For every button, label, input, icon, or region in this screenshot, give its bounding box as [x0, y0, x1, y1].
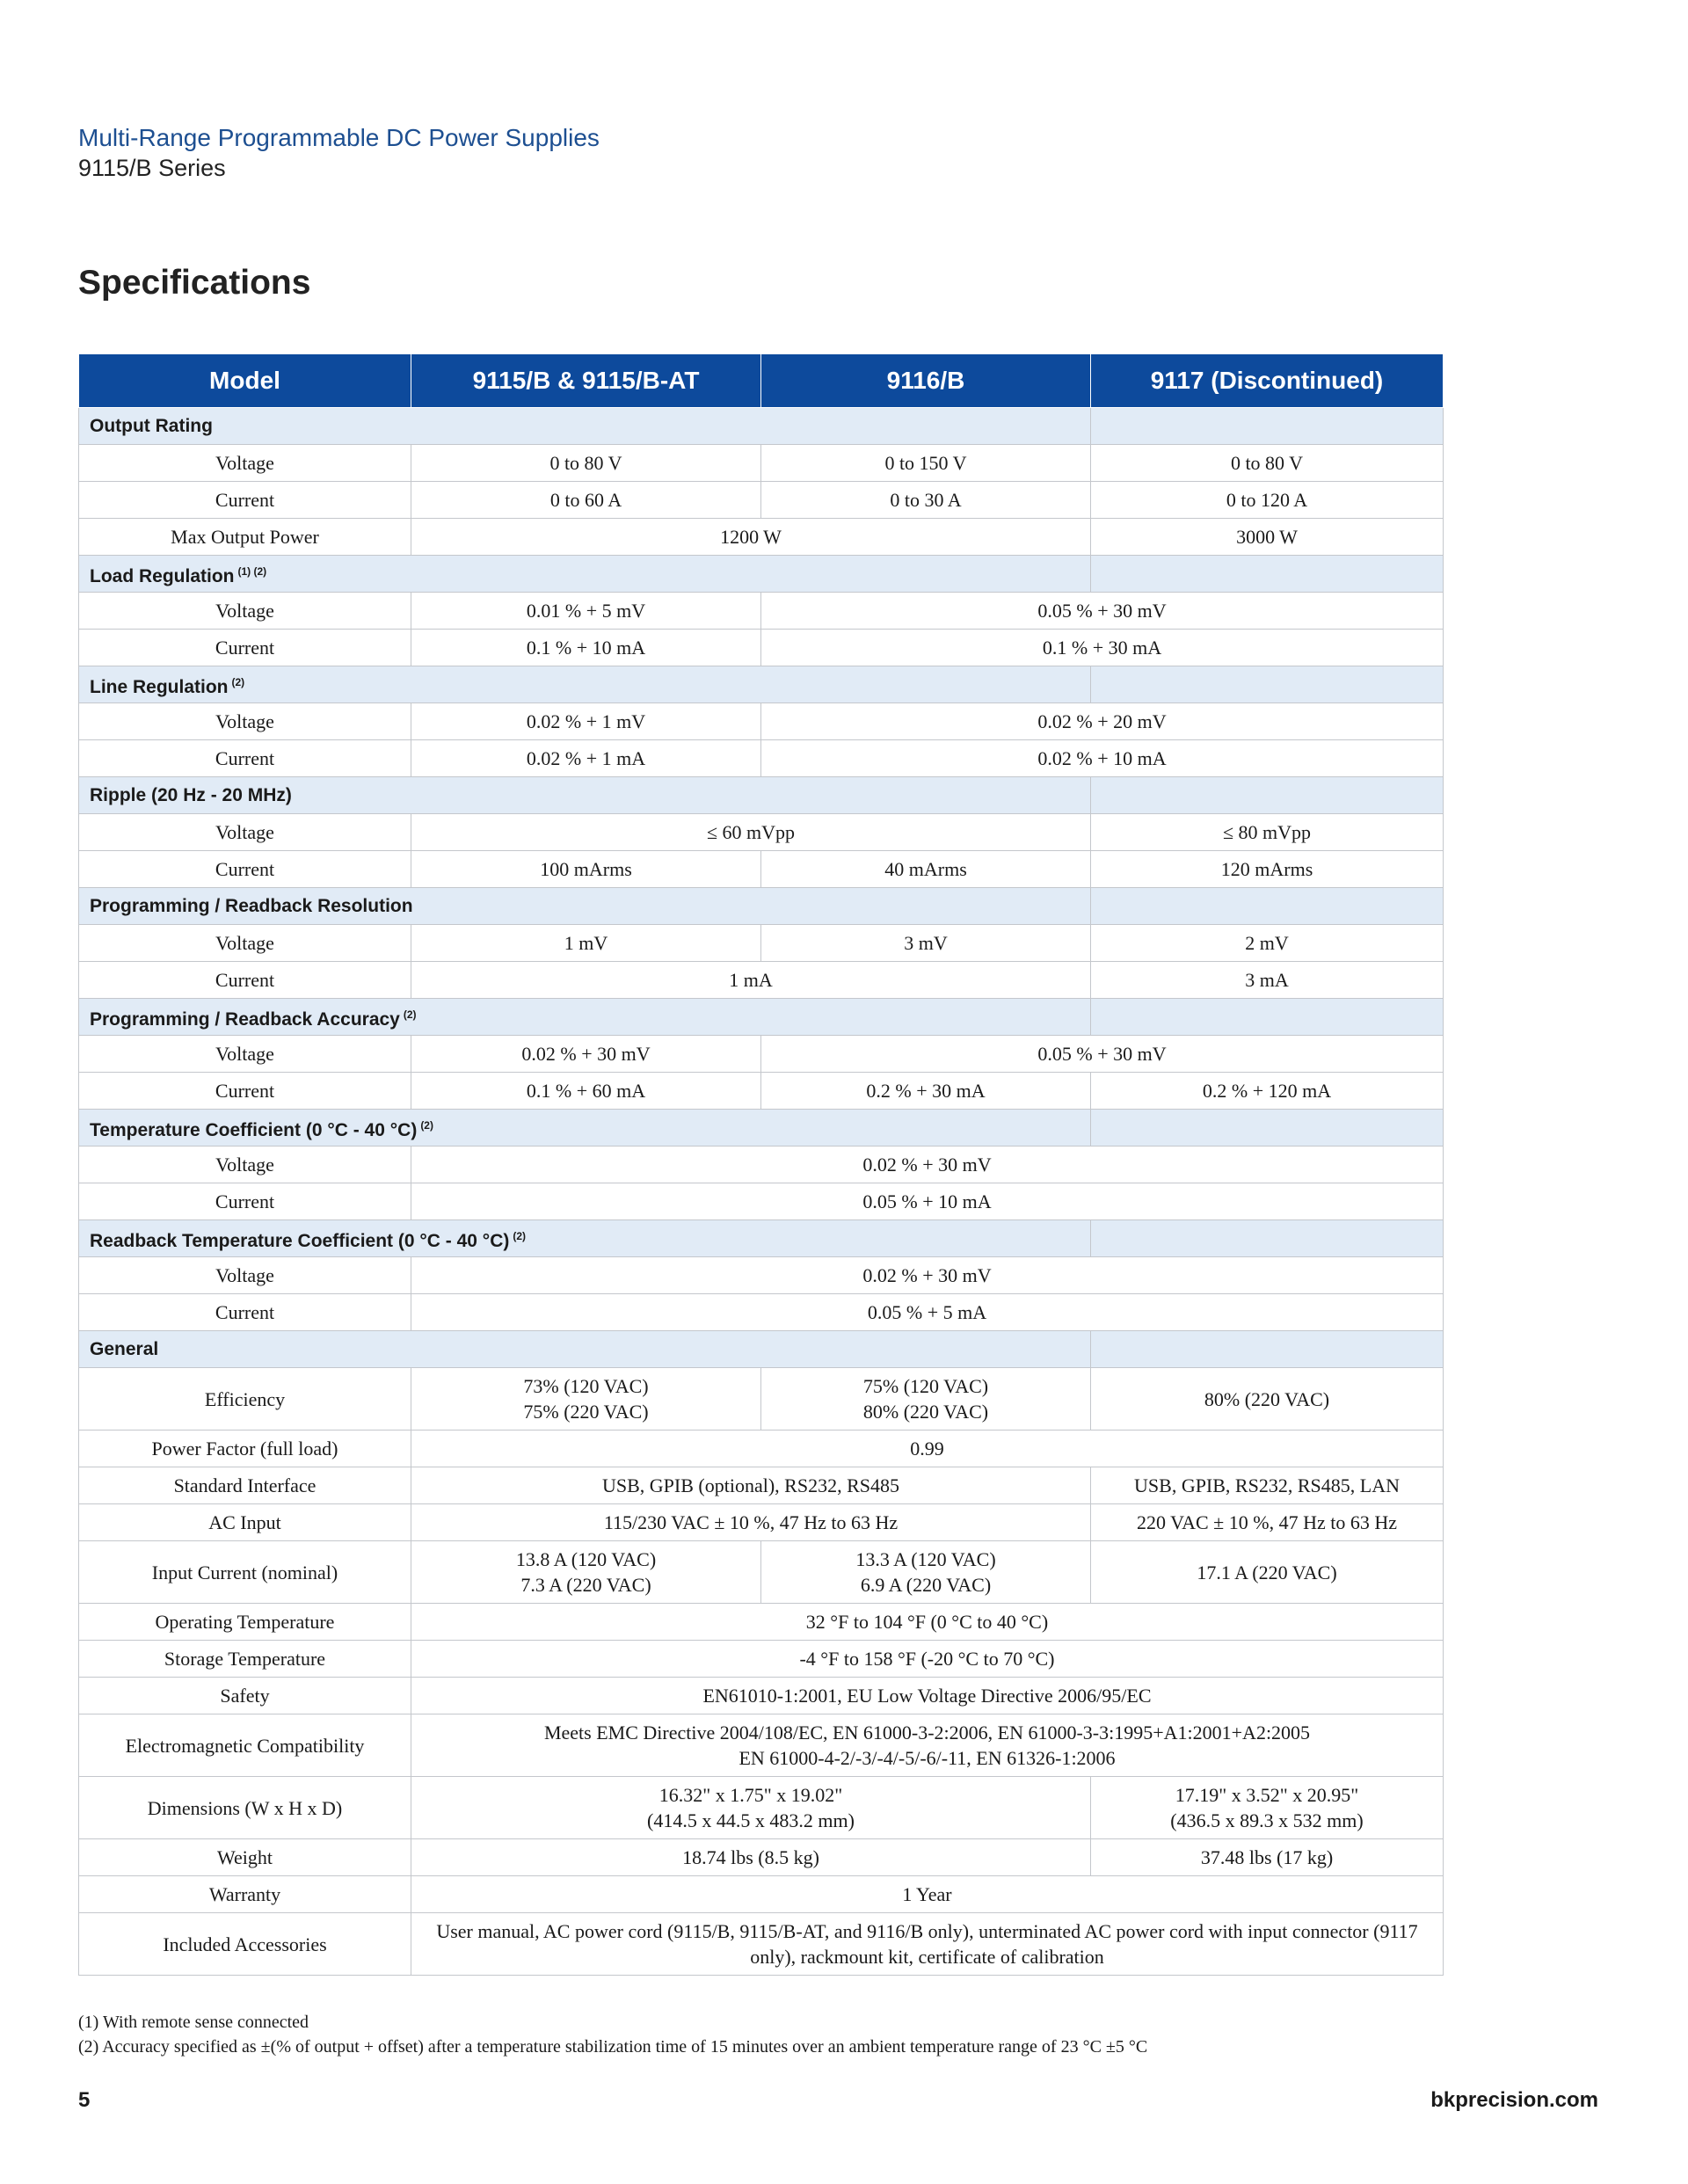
- group-heading-label: General: [90, 1339, 159, 1359]
- group-heading: [79, 999, 1091, 1036]
- spec-value: -4 °F to 158 °F (-20 °C to 70 °C): [411, 1641, 1444, 1678]
- spec-value-line: 17.19" x 3.52" x 20.95": [1175, 1784, 1359, 1806]
- group-heading-label: Programming / Readback Accuracy: [90, 1008, 400, 1030]
- spec-value: 1 Year: [411, 1876, 1444, 1913]
- spec-value-line: EN 61000-4-2/-3/-4/-5/-6/-11, EN 61326-1:2006: [738, 1747, 1116, 1769]
- spec-value-line: only), rackmount kit, certificate of calibration: [750, 1946, 1104, 1968]
- group-heading-fill: [1091, 1220, 1444, 1257]
- spec-value: 0.1 % + 10 mA: [411, 630, 761, 666]
- spec-row: [79, 1714, 1444, 1777]
- group-heading: [79, 1220, 1091, 1257]
- specifications-table: [78, 353, 1444, 1976]
- spec-value: 115/230 VAC ± 10 %, 47 Hz to 63 Hz: [411, 1504, 1091, 1541]
- spec-value: 0.02 % + 10 mA: [761, 740, 1444, 777]
- document-title: Multi-Range Programmable DC Power Supplies: [78, 124, 600, 151]
- spec-value: 0 to 60 A: [411, 482, 761, 519]
- spec-value-line: 13.3 A (120 VAC): [855, 1548, 996, 1570]
- spec-row: [79, 1147, 1444, 1183]
- group-heading: [79, 408, 1091, 445]
- spec-label: Included Accessories: [79, 1913, 411, 1976]
- spec-label: Electromagnetic Compatibility: [79, 1714, 411, 1777]
- spec-row: [79, 1604, 1444, 1641]
- spec-label: Storage Temperature: [79, 1641, 411, 1678]
- spec-value: 0.02 % + 30 mV: [411, 1147, 1444, 1183]
- spec-value: [761, 1541, 1091, 1604]
- page-number: 5: [78, 2088, 91, 2112]
- spec-row: [79, 519, 1444, 556]
- section-group-row: [79, 1220, 1444, 1257]
- spec-row: [79, 1431, 1444, 1467]
- spec-label: Power Factor (full load): [79, 1431, 411, 1467]
- section-group-row: [79, 888, 1444, 925]
- spec-row: [79, 482, 1444, 519]
- spec-label: Max Output Power: [79, 519, 411, 556]
- footnote-reference: (2): [231, 675, 245, 688]
- spec-row: [79, 1036, 1444, 1073]
- spec-value-line: 7.3 A (220 VAC): [520, 1574, 651, 1596]
- spec-value: ≤ 80 mVpp: [1091, 814, 1444, 851]
- spec-value: [411, 1541, 761, 1604]
- spec-value-line: (436.5 x 89.3 x 532 mm): [1170, 1809, 1364, 1831]
- spec-value: 0.2 % + 30 mA: [761, 1073, 1091, 1110]
- spec-row: [79, 1839, 1444, 1876]
- document-subtitle: 9115/B Series: [78, 155, 226, 181]
- spec-row: [79, 1777, 1444, 1839]
- spec-label: Current: [79, 1183, 411, 1220]
- spec-value: 2 mV: [1091, 925, 1444, 962]
- spec-label: Current: [79, 740, 411, 777]
- spec-label: Voltage: [79, 593, 411, 630]
- table-header-row: [79, 354, 1444, 408]
- column-header-model: Model: [79, 354, 411, 408]
- spec-value-line: 73% (120 VAC): [523, 1375, 649, 1397]
- spec-label: Current: [79, 482, 411, 519]
- spec-value: 0.05 % + 5 mA: [411, 1294, 1444, 1331]
- spec-value: 0 to 80 V: [1091, 445, 1444, 482]
- spec-row: [79, 962, 1444, 999]
- spec-value-line: 6.9 A (220 VAC): [860, 1574, 992, 1596]
- section-group-row: [79, 777, 1444, 814]
- spec-value: [761, 1368, 1091, 1431]
- column-header-9117: 9117 (Discontinued): [1091, 354, 1444, 408]
- group-heading-label: Temperature Coefficient (0 °C - 40 °C): [90, 1119, 418, 1140]
- spec-label: Voltage: [79, 703, 411, 740]
- spec-value: 17.1 A (220 VAC): [1091, 1541, 1444, 1604]
- spec-label: Input Current (nominal): [79, 1541, 411, 1604]
- spec-row: [79, 814, 1444, 851]
- group-heading: [79, 777, 1091, 814]
- footnote-reference: (1) (2): [237, 564, 267, 578]
- group-heading-label: Output Rating: [90, 416, 213, 436]
- spec-value: [411, 1368, 761, 1431]
- group-heading-label: Load Regulation: [90, 565, 235, 586]
- section-group-row: [79, 556, 1444, 593]
- group-heading-fill: [1091, 1110, 1444, 1147]
- spec-value: 0.01 % + 5 mV: [411, 593, 761, 630]
- spec-value: 1 mV: [411, 925, 761, 962]
- spec-value: 0 to 80 V: [411, 445, 761, 482]
- spec-value: 120 mArms: [1091, 851, 1444, 888]
- spec-row: [79, 1678, 1444, 1714]
- spec-value: 80% (220 VAC): [1091, 1368, 1444, 1431]
- spec-value: USB, GPIB, RS232, RS485, LAN: [1091, 1467, 1444, 1504]
- group-heading: [79, 888, 1091, 925]
- group-heading-label: Line Regulation: [90, 676, 229, 697]
- spec-row: [79, 925, 1444, 962]
- spec-label: Voltage: [79, 445, 411, 482]
- spec-label: Weight: [79, 1839, 411, 1876]
- spec-value: ≤ 60 mVpp: [411, 814, 1091, 851]
- spec-value: 220 VAC ± 10 %, 47 Hz to 63 Hz: [1091, 1504, 1444, 1541]
- spec-row: [79, 1467, 1444, 1504]
- footnote-reference: (2): [403, 1008, 417, 1021]
- spec-value: 0 to 150 V: [761, 445, 1091, 482]
- footnote-1: (1) With remote sense connected: [78, 2013, 309, 2032]
- spec-row: [79, 740, 1444, 777]
- section-group-row: [79, 1110, 1444, 1147]
- spec-value-line: 75% (120 VAC): [862, 1375, 989, 1397]
- spec-label: Current: [79, 1073, 411, 1110]
- spec-value: [1091, 1777, 1444, 1839]
- group-heading-fill: [1091, 888, 1444, 925]
- spec-value: 1 mA: [411, 962, 1091, 999]
- spec-row: [79, 703, 1444, 740]
- group-heading-fill: [1091, 556, 1444, 593]
- section-group-row: [79, 1331, 1444, 1368]
- section-group-row: [79, 999, 1444, 1036]
- spec-value: 0.02 % + 1 mA: [411, 740, 761, 777]
- spec-label: Efficiency: [79, 1368, 411, 1431]
- spec-value: 0.02 % + 30 mV: [411, 1257, 1444, 1294]
- group-heading: [79, 1331, 1091, 1368]
- spec-label: Voltage: [79, 1257, 411, 1294]
- spec-value: 32 °F to 104 °F (0 °C to 40 °C): [411, 1604, 1444, 1641]
- spec-row: [79, 630, 1444, 666]
- section-group-row: [79, 408, 1444, 445]
- spec-value: 18.74 lbs (8.5 kg): [411, 1839, 1091, 1876]
- spec-value-line: 75% (220 VAC): [523, 1401, 649, 1423]
- spec-value: 1200 W: [411, 519, 1091, 556]
- spec-row: [79, 1257, 1444, 1294]
- spec-row: [79, 1876, 1444, 1913]
- spec-row: [79, 1504, 1444, 1541]
- group-heading-label: Ripple (20 Hz - 20 MHz): [90, 785, 292, 805]
- website-link[interactable]: bkprecision.com: [1430, 2088, 1598, 2112]
- spec-value: 0.05 % + 30 mV: [761, 593, 1444, 630]
- spec-row: [79, 1073, 1444, 1110]
- footnotes: [78, 2010, 1147, 2059]
- spec-label: Voltage: [79, 814, 411, 851]
- spec-label: Safety: [79, 1678, 411, 1714]
- spec-label: Voltage: [79, 1036, 411, 1073]
- spec-row: [79, 593, 1444, 630]
- column-header-9115b: 9115/B & 9115/B-AT: [411, 354, 761, 408]
- spec-value: 0 to 120 A: [1091, 482, 1444, 519]
- spec-row: [79, 445, 1444, 482]
- spec-row: [79, 1641, 1444, 1678]
- spec-value: 0.2 % + 120 mA: [1091, 1073, 1444, 1110]
- group-heading: [79, 1110, 1091, 1147]
- spec-row: [79, 1913, 1444, 1976]
- footnote-reference: (2): [513, 1229, 527, 1242]
- footnote-reference: (2): [420, 1118, 433, 1132]
- spec-label: Current: [79, 1294, 411, 1331]
- specifications-table-body: [79, 408, 1444, 1976]
- spec-label: Voltage: [79, 925, 411, 962]
- spec-value: 0 to 30 A: [761, 482, 1091, 519]
- spec-row: [79, 1294, 1444, 1331]
- spec-value: USB, GPIB (optional), RS232, RS485: [411, 1467, 1091, 1504]
- spec-row: [79, 1183, 1444, 1220]
- spec-value: 3 mA: [1091, 962, 1444, 999]
- spec-value: 0.02 % + 30 mV: [411, 1036, 761, 1073]
- spec-value: 3000 W: [1091, 519, 1444, 556]
- spec-value: [411, 1777, 1091, 1839]
- spec-label: Warranty: [79, 1876, 411, 1913]
- spec-label: AC Input: [79, 1504, 411, 1541]
- spec-value-line: 80% (220 VAC): [862, 1401, 989, 1423]
- spec-label: Current: [79, 851, 411, 888]
- footnote-2: (2) Accuracy specified as ±(% of output + offset) after a temperature stabilization time of 15 minutes over an ambient temperature range of 23 °C ±5 °C: [78, 2037, 1148, 2057]
- section-group-row: [79, 666, 1444, 703]
- spec-value-line: 13.8 A (120 VAC): [515, 1548, 657, 1570]
- spec-value-line: (414.5 x 44.5 x 483.2 mm): [647, 1809, 855, 1831]
- spec-value: EN61010-1:2001, EU Low Voltage Directive 2006/95/EC: [411, 1678, 1444, 1714]
- spec-value: 0.99: [411, 1431, 1444, 1467]
- spec-label: Operating Temperature: [79, 1604, 411, 1641]
- spec-value: 3 mV: [761, 925, 1091, 962]
- spec-label: Current: [79, 630, 411, 666]
- spec-value-line: Meets EMC Directive 2004/108/EC, EN 61000-3-2:2006, EN 61000-3-3:1995+A1:2001+A2:2005: [543, 1722, 1311, 1744]
- group-heading-fill: [1091, 1331, 1444, 1368]
- spec-value: 0.05 % + 30 mV: [761, 1036, 1444, 1073]
- spec-value-line: User manual, AC power cord (9115/B, 9115/B-AT, and 9116/B only), unterminated AC power cord with input connector (9117: [436, 1920, 1418, 1942]
- spec-value: [411, 1714, 1444, 1777]
- spec-value: 100 mArms: [411, 851, 761, 888]
- spec-label: Voltage: [79, 1147, 411, 1183]
- spec-value-line: 16.32" x 1.75" x 19.02": [658, 1784, 843, 1806]
- spec-value: 0.1 % + 30 mA: [761, 630, 1444, 666]
- spec-value: 0.1 % + 60 mA: [411, 1073, 761, 1110]
- spec-row: [79, 1368, 1444, 1431]
- group-heading: [79, 666, 1091, 703]
- group-heading-fill: [1091, 408, 1444, 445]
- group-heading-fill: [1091, 777, 1444, 814]
- group-heading: [79, 556, 1091, 593]
- group-heading-label: Readback Temperature Coefficient (0 °C - 40 °C): [90, 1230, 510, 1251]
- spec-row: [79, 851, 1444, 888]
- group-heading-fill: [1091, 666, 1444, 703]
- column-header-9116b: 9116/B: [761, 354, 1091, 408]
- document-header: [78, 123, 600, 183]
- spec-row: [79, 1541, 1444, 1604]
- section-title: Specifications: [78, 264, 311, 302]
- spec-value: [411, 1913, 1444, 1976]
- group-heading-fill: [1091, 999, 1444, 1036]
- spec-label: Standard Interface: [79, 1467, 411, 1504]
- spec-value: 0.05 % + 10 mA: [411, 1183, 1444, 1220]
- spec-label: Current: [79, 962, 411, 999]
- spec-value: 0.02 % + 1 mV: [411, 703, 761, 740]
- spec-value: 37.48 lbs (17 kg): [1091, 1839, 1444, 1876]
- group-heading-label: Programming / Readback Resolution: [90, 896, 413, 916]
- spec-label: Dimensions (W x H x D): [79, 1777, 411, 1839]
- spec-value: 40 mArms: [761, 851, 1091, 888]
- spec-value: 0.02 % + 20 mV: [761, 703, 1444, 740]
